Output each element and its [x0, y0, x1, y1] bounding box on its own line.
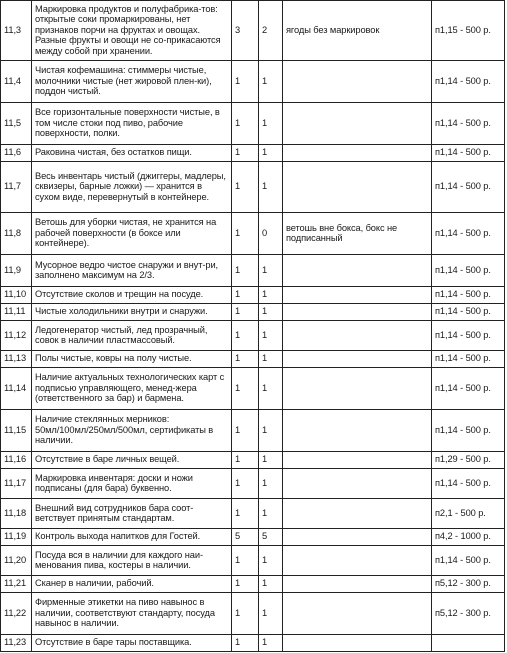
actual-score: 1 — [259, 321, 283, 351]
row-number: 11,4 — [1, 61, 32, 103]
comment — [283, 593, 432, 635]
requirement-text: Раковина чистая, без остатков пищи. — [32, 145, 232, 162]
table-row — [1, 593, 505, 635]
actual-score: 1 — [259, 304, 283, 321]
max-score: 1 — [232, 452, 259, 469]
comment — [283, 255, 432, 287]
max-score: 1 — [232, 162, 259, 213]
max-score: 1 — [232, 469, 259, 499]
comment — [283, 452, 432, 469]
penalty: п1,14 - 500 р. — [432, 546, 505, 576]
comment — [283, 499, 432, 529]
actual-score: 1 — [259, 351, 283, 368]
table-row — [1, 576, 505, 593]
actual-score: 1 — [259, 593, 283, 635]
requirement-text: Отсутствие сколов и трещин на посуде. — [32, 287, 232, 304]
row-number: 11,8 — [1, 213, 32, 255]
comment — [283, 410, 432, 452]
row-number: 11,9 — [1, 255, 32, 287]
row-number: 11,19 — [1, 529, 32, 546]
comment — [283, 321, 432, 351]
requirement-text: Отсутствие в баре тары поставщика. — [32, 635, 232, 652]
comment — [283, 103, 432, 145]
table-row — [1, 368, 505, 410]
penalty — [432, 635, 505, 652]
requirement-text: Контроль выхода напитков для Гостей. — [32, 529, 232, 546]
max-score: 1 — [232, 213, 259, 255]
penalty: п1,15 - 500 р. — [432, 1, 505, 61]
row-number: 11,14 — [1, 368, 32, 410]
row-number: 11,22 — [1, 593, 32, 635]
max-score: 3 — [232, 1, 259, 61]
requirement-text: Внешний вид сотрудников бара соот-ветствует принятым стандартам. — [32, 499, 232, 529]
table-row — [1, 304, 505, 321]
table-row — [1, 61, 505, 103]
penalty: п1,14 - 500 р. — [432, 351, 505, 368]
actual-score: 5 — [259, 529, 283, 546]
actual-score: 1 — [259, 162, 283, 213]
actual-score: 1 — [259, 103, 283, 145]
actual-score: 1 — [259, 452, 283, 469]
requirement-text: Сканер в наличии, рабочий. — [32, 576, 232, 593]
table-row — [1, 499, 505, 529]
max-score: 1 — [232, 635, 259, 652]
row-number: 11,12 — [1, 321, 32, 351]
comment — [283, 145, 432, 162]
row-number: 11,15 — [1, 410, 32, 452]
max-score: 1 — [232, 351, 259, 368]
requirement-text: Ветошь для уборки чистая, не хранится на рабочей поверхности (в боксе или контейнере). — [32, 213, 232, 255]
table-row — [1, 103, 505, 145]
table-row — [1, 635, 505, 652]
max-score: 1 — [232, 145, 259, 162]
comment: ягоды без маркировок — [283, 1, 432, 61]
max-score: 1 — [232, 321, 259, 351]
penalty: п1,14 - 500 р. — [432, 145, 505, 162]
row-number: 11,18 — [1, 499, 32, 529]
penalty: п1,14 - 500 р. — [432, 255, 505, 287]
requirement-text: Маркировка продуктов и полуфабрика-тов: открытые соки промаркированы, нет признаков порчи на фруктах и овощах. Разные фрукты и овощи не со-прикасаются между собой при хранении. — [32, 1, 232, 61]
requirement-text: Отсутствие в баре личных вещей. — [32, 452, 232, 469]
max-score: 1 — [232, 287, 259, 304]
max-score: 1 — [232, 546, 259, 576]
table-row — [1, 321, 505, 351]
row-number: 11,23 — [1, 635, 32, 652]
max-score: 1 — [232, 103, 259, 145]
penalty: п1,14 - 500 р. — [432, 61, 505, 103]
row-number: 11,16 — [1, 452, 32, 469]
actual-score: 1 — [259, 499, 283, 529]
max-score: 1 — [232, 61, 259, 103]
requirement-text: Полы чистые, ковры на полу чистые. — [32, 351, 232, 368]
requirement-text: Все горизонтальные поверхности чистые, в том числе стоки под пиво, рабочие поверхности, полки. — [32, 103, 232, 145]
penalty: п1,14 - 500 р. — [432, 213, 505, 255]
row-number: 11,10 — [1, 287, 32, 304]
table-row — [1, 162, 505, 213]
comment — [283, 287, 432, 304]
actual-score: 0 — [259, 213, 283, 255]
actual-score: 1 — [259, 546, 283, 576]
penalty: п1,14 - 500 р. — [432, 162, 505, 213]
actual-score: 1 — [259, 576, 283, 593]
requirement-text: Весь инвентарь чистый (джиггеры, мадлеры, сквизеры, барные ложки) — хранится в сухом виде, перевернутый в контейнере. — [32, 162, 232, 213]
penalty: п1,14 - 500 р. — [432, 321, 505, 351]
requirement-text: Наличие актуальных технологических карт с подписью управляющего, менед-жера (ответственного за бар) и бармена. — [32, 368, 232, 410]
table-row — [1, 452, 505, 469]
max-score: 1 — [232, 499, 259, 529]
max-score: 1 — [232, 368, 259, 410]
row-number: 11,13 — [1, 351, 32, 368]
table-row — [1, 351, 505, 368]
max-score: 1 — [232, 255, 259, 287]
row-number: 11,21 — [1, 576, 32, 593]
penalty: п5,12 - 300 р. — [432, 593, 505, 635]
comment — [283, 61, 432, 103]
table-row — [1, 255, 505, 287]
actual-score: 1 — [259, 410, 283, 452]
penalty: п1,14 - 500 р. — [432, 287, 505, 304]
requirement-text: Посуда вся в наличии для каждого наи-менования пива, костеры в наличии. — [32, 546, 232, 576]
row-number: 11,11 — [1, 304, 32, 321]
penalty: п1,14 - 500 р. — [432, 469, 505, 499]
actual-score: 1 — [259, 469, 283, 499]
comment — [283, 469, 432, 499]
row-number: 11,20 — [1, 546, 32, 576]
comment — [283, 368, 432, 410]
checklist-body — [1, 1, 505, 652]
penalty: п1,14 - 500 р. — [432, 103, 505, 145]
comment — [283, 162, 432, 213]
requirement-text: Фирменные этикетки на пиво навынос в наличии, соответствуют стандарту, посуда навынос в наличии. — [32, 593, 232, 635]
penalty: п2,1 - 500 р. — [432, 499, 505, 529]
table-row — [1, 469, 505, 499]
comment — [283, 576, 432, 593]
penalty: п1,14 - 500 р. — [432, 304, 505, 321]
max-score: 1 — [232, 576, 259, 593]
row-number: 11,3 — [1, 1, 32, 61]
penalty: п4,2 - 1000 р. — [432, 529, 505, 546]
row-number: 11,17 — [1, 469, 32, 499]
actual-score: 1 — [259, 255, 283, 287]
max-score: 1 — [232, 304, 259, 321]
actual-score: 1 — [259, 287, 283, 304]
max-score: 1 — [232, 593, 259, 635]
row-number: 11,6 — [1, 145, 32, 162]
comment — [283, 351, 432, 368]
row-number: 11,5 — [1, 103, 32, 145]
penalty: п5,12 - 300 р. — [432, 576, 505, 593]
table-row — [1, 287, 505, 304]
penalty: п1,29 - 500 р. — [432, 452, 505, 469]
table-row — [1, 410, 505, 452]
table-row — [1, 546, 505, 576]
actual-score: 1 — [259, 145, 283, 162]
comment — [283, 635, 432, 652]
requirement-text: Чистые холодильники внутри и снаружи. — [32, 304, 232, 321]
penalty: п1,14 - 500 р. — [432, 410, 505, 452]
requirement-text: Ледогенератор чистый, лед прозрачный, совок в наличии пластмассовый. — [32, 321, 232, 351]
requirement-text: Наличие стеклянных мерников: 50мл/100мл/250мл/500мл, сертификаты в наличии. — [32, 410, 232, 452]
table-row — [1, 1, 505, 61]
requirement-text: Чистая кофемашина: стиммеры чистые, молочники чистые (нет жировой плен-ки), поддон чистый. — [32, 61, 232, 103]
penalty: п1,14 - 500 р. — [432, 368, 505, 410]
comment: ветошь вне бокса, бокс не подписанный — [283, 213, 432, 255]
comment — [283, 529, 432, 546]
table-row — [1, 529, 505, 546]
max-score: 5 — [232, 529, 259, 546]
row-number: 11,7 — [1, 162, 32, 213]
requirement-text: Маркировка инвентаря: доски и ножи подписаны (для бара) буквенно. — [32, 469, 232, 499]
actual-score: 1 — [259, 368, 283, 410]
max-score: 1 — [232, 410, 259, 452]
actual-score: 1 — [259, 61, 283, 103]
table-row — [1, 213, 505, 255]
comment — [283, 304, 432, 321]
comment — [283, 546, 432, 576]
actual-score: 2 — [259, 1, 283, 61]
requirement-text: Мусорное ведро чистое снаружи и внут-ри, заполнено максимум на 2/3. — [32, 255, 232, 287]
actual-score: 1 — [259, 635, 283, 652]
table-row — [1, 145, 505, 162]
